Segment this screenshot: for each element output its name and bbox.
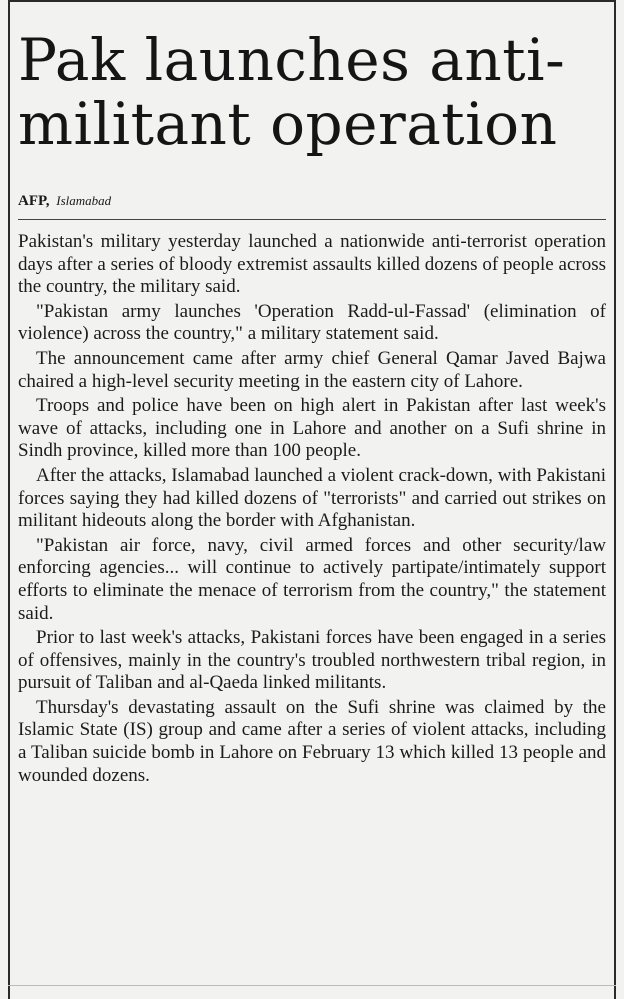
top-border-rule xyxy=(8,0,616,2)
byline xyxy=(18,193,111,210)
left-column-rule xyxy=(8,0,10,999)
article-body xyxy=(18,231,606,789)
bottom-border-rule xyxy=(8,985,616,986)
article-paragraph: Prior to last week's attacks, Pakistani forces have been engaged in a series of offensives, mainly in the country's troubled northwestern tribal region, in pursuit of Taliban and al-Qaeda linked militants. xyxy=(18,627,606,694)
byline-divider xyxy=(18,219,606,220)
article-paragraph: The announcement came after army chief General Qamar Javed Bajwa chaired a high-level security meeting in the eastern city of Lahore. xyxy=(18,347,606,392)
article-paragraph: After the attacks, Islamabad launched a violent crack-down, with Pakistani forces saying they had killed dozens of "terrorists" and carried out strikes on militant hideouts along the border with Afghanistan. xyxy=(18,464,606,532)
article-paragraph: "Pakistan air force, navy, civil armed forces and other security/law enforcing agencies... will continue to actively partipate/intimately support efforts to eliminate the menace of terrorism from the country," the statement said. xyxy=(18,534,606,624)
byline-location: Islamabad xyxy=(56,193,112,208)
right-column-rule xyxy=(614,0,616,999)
article-paragraph: "Pakistan army launches 'Operation Radd-ul-Fassad' (elimination of violence) across the country," a military statement said. xyxy=(18,300,606,345)
article-paragraph: Thursday's devastating assault on the Sufi shrine was claimed by the Islamic State (IS) group and came after a series of violent attacks, including a Taliban suicide bomb in Lahore on February 13 which killed 13 people and wounded dozens. xyxy=(18,696,606,786)
headline: Pak launches anti-militant operation xyxy=(18,26,566,158)
article-paragraph: Pakistan's military yesterday launched a nationwide anti-terrorist operation days after a series of bloody extremist assaults killed dozens of people across the country, the military said. xyxy=(18,231,606,298)
article-paragraph: Troops and police have been on high alert in Pakistan after last week's wave of attacks, including one in Lahore and another on a Sufi shrine in Sindh province, killed more than 100 people. xyxy=(18,395,606,462)
byline-agency: AFP, xyxy=(18,193,50,209)
